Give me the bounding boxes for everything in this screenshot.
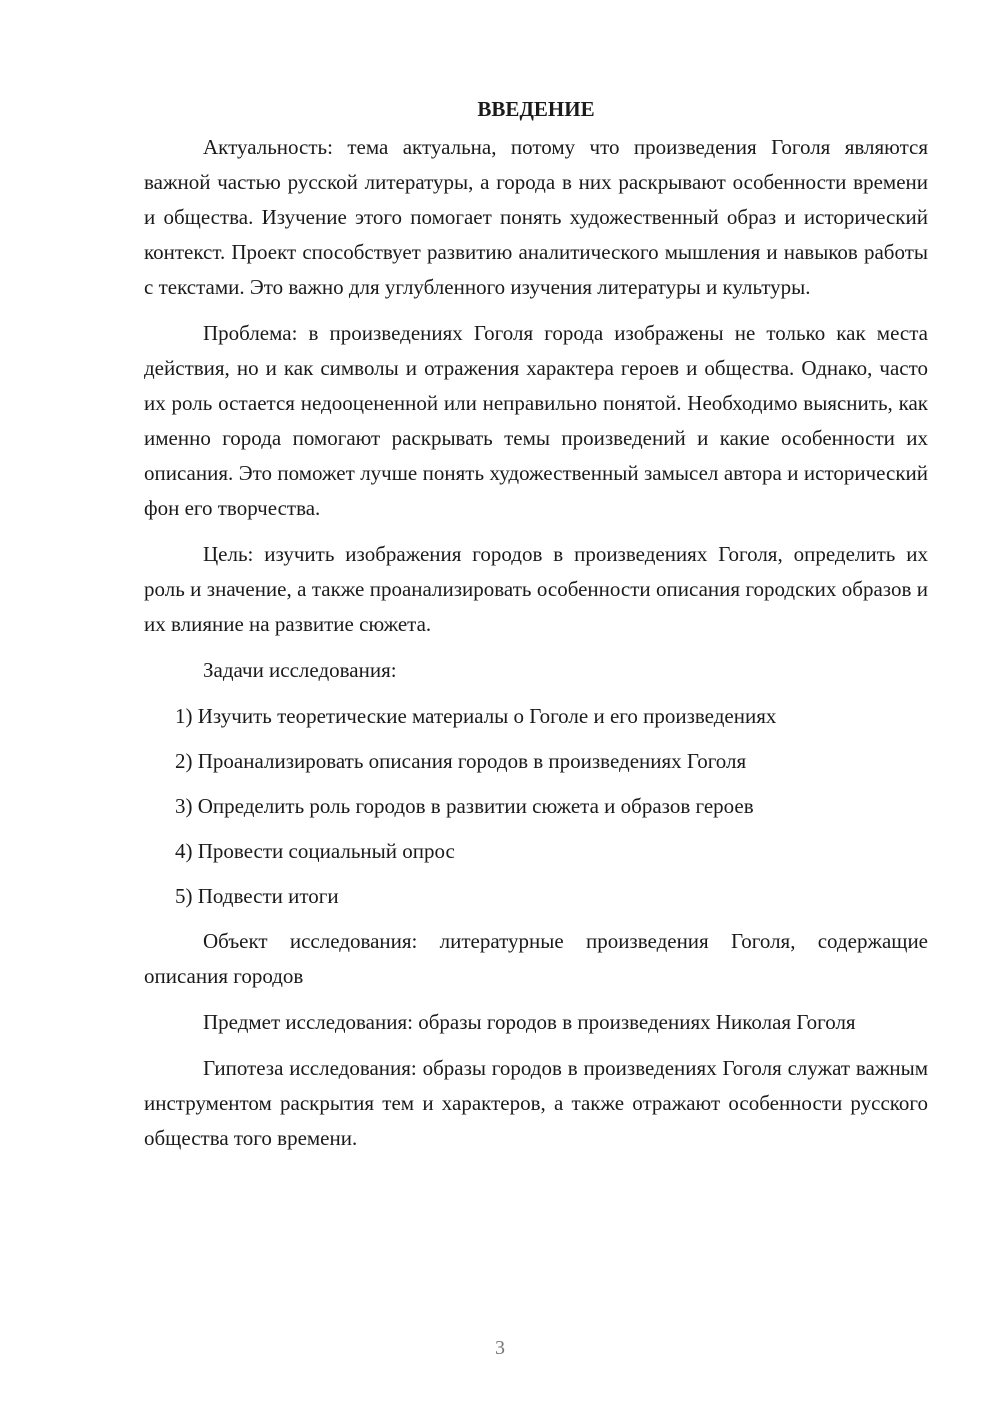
- list-item: 3) Определить роль городов в развитии сюжета и образов героев: [175, 794, 754, 818]
- paragraph-goal: Цель: изучить изображения городов в произведениях Гоголя, определить их роль и значение, а также проанализировать особенности описания городских образов и их влияние на развитие сюжета.: [144, 542, 928, 636]
- tasks-list: [144, 699, 928, 914]
- list-item: 2) Проанализировать описания городов в произведениях Гоголя: [175, 749, 747, 773]
- list-item: 5) Подвести итоги: [175, 884, 339, 908]
- tasks-heading: Задачи исследования:: [203, 658, 397, 682]
- section-title: ВВЕДЕНИЕ: [477, 97, 595, 121]
- page-number: 3: [495, 1337, 505, 1359]
- paragraph-hypothesis: Гипотеза исследования: образы городов в произведениях Гоголя служат важным инструментом раскрытия тем и характеров, а также отражают особенности русского общества того времени.: [144, 1056, 928, 1150]
- list-item: 1) Изучить теоретические материалы о Гоголе и его произведениях: [175, 704, 777, 728]
- paragraph-problem: Проблема: в произведениях Гоголя города изображены не только как места действия, но и как символы и отражения характера героев и общества. Однако, часто их роль остается недооцененной или неправильно понятой. Необходимо выяснить, как именно города помогают раскрывать темы произведений и какие особенности их описания. Это поможет лучше понять художественный замысел автора и исторический фон его творчества.: [144, 321, 928, 520]
- paragraph-object: Объект исследования: литературные произведения Гоголя, содержащие описания городов: [144, 929, 928, 988]
- paragraph-relevance: Актуальность: тема актуальна, потому что произведения Гоголя являются важной частью русской литературы, а города в них раскрывают особенности времени и общества. Изучение этого помогает понять художественный образ и исторический контекст. Проект способствует развитию аналитического мышления и навыков работы с текстами. Это важно для углубленного изучения литературы и культуры.: [144, 135, 928, 299]
- paragraph-subject: Предмет исследования: образы городов в произведениях Николая Гоголя: [203, 1010, 856, 1034]
- page-content: [144, 92, 928, 1167]
- list-item: 4) Провести социальный опрос: [175, 839, 455, 863]
